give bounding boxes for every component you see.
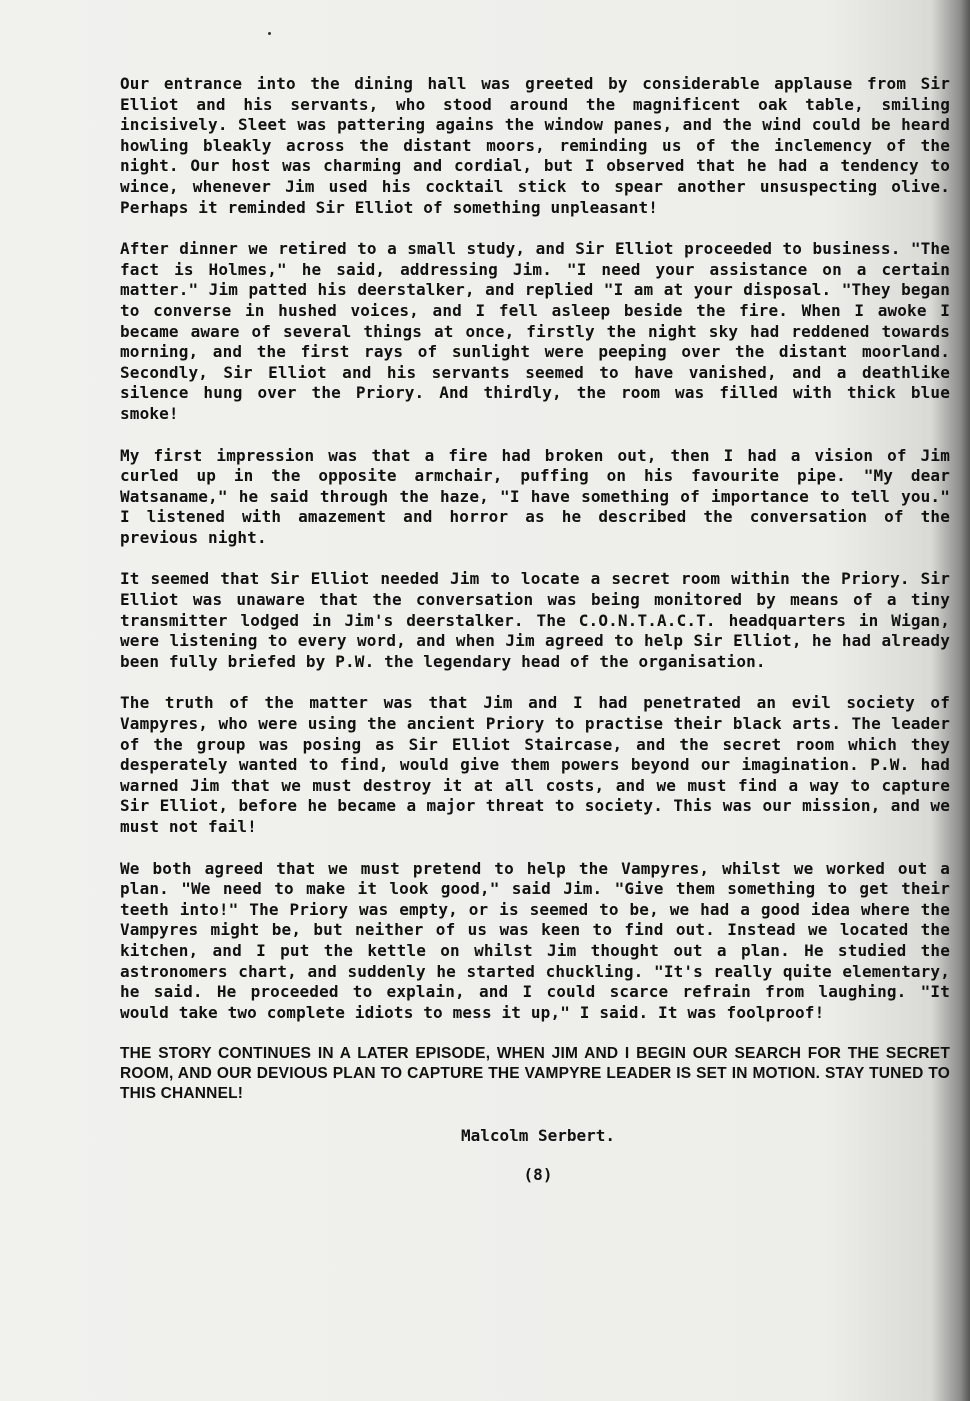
closing-note: THE STORY CONTINUES IN A LATER EPISODE, WHEN JIM AND I BEGIN OUR SEARCH FOR THE SECRET ROOM, AND OUR DEVIOUS PLAN TO CAPTURE THE VAMPYRE LEADER IS SET IN MOTION. STAY TUNED TO THIS CHANNEL! [120, 1045, 950, 1103]
paragraph-secret-room: It seemed that Sir Elliot needed Jim to locate a secret room within the Priory. Sir Elliot was unaware that the conversation was being monitored by means of a tiny transmitter lodged in Jim's deerstalker. The C.O.N.T.A.C.T. headquarters in Wigan, were listening to every word, and when Jim agreed to help Sir Elliot, he had already been fully briefed by P.W. the legendary head of the organisation. [120, 569, 950, 671]
paragraph-first-impression: My first impression was that a fire had broken out, then I had a vision of Jim curled up in the opposite armchair, puffing on his favourite pipe. "My dear Watsaname," he said through the haze, "I have something of importance to tell you." I listened with amazement and horror as he described the conversation of the previous night. [120, 445, 950, 547]
paragraph-dining-hall: Our entrance into the dining hall was greeted by considerable applause from Sir Elliot and his servants, who stood around the magnificent oak table, smiling incisively. Sleet was pattering agains the window panes, and the wind could be heard howling bleakly across the distant moors, reminding us of the inclemency of the night. Our host was charming and cordial, but I observed that he had a tendency to wince, whenever Jim used his cocktail stick to spear another unsuspecting olive. Perhaps it reminded Sir Elliot of something unpleasant! [120, 74, 950, 217]
page-speck [268, 32, 271, 35]
paragraph-vampyres: The truth of the matter was that Jim and I had penetrated an evil society of Vampyres, who were using the ancient Priory to practise their black arts. The leader of the group was posing as Sir Elliot Staircase, and the secret room which they desperately wanted to find, would give them powers beyond our imagination. P.W. had warned Jim that we must destroy it at all costs, and we must find a way to capture Sir Elliot, before he became a major threat to society. This was our mission, and we must not fail! [120, 693, 950, 836]
article-body [120, 74, 950, 1184]
page-number: (8) [523, 1165, 553, 1185]
paragraph-study: After dinner we retired to a small study, and Sir Elliot proceeded to business. "The fact is Holmes," he said, addressing Jim. "I need your assistance on a certain matter." Jim patted his deerstalker, and replied "I am at your disposal. "They began to converse in hushed voices, and I fell asleep beside the fire. When I awoke I became aware of several things at once, firstly the night sky had reddened towards morning, and the first rays of sunlight were peeping over the distant moorland. Secondly, Sir Elliot and his servants seemed to have vanished, and a deathlike silence hung over the Priory. And thirdly, the room was filled with thick blue smoke! [120, 239, 950, 423]
author-signature: Malcolm Serbert. [460, 1126, 616, 1146]
paragraph-plan: We both agreed that we must pretend to help the Vampyres, whilst we worked out a plan. "We need to make it look good," said Jim. "Give them something to get their teeth into!" The Priory was empty, or is seemed to be, we had a good idea where the Vampyres might be, but neither of us was keen to find out. Instead we located the kitchen, and I put the kettle on whilst Jim thought out a plan. He studied the astronomers chart, and suddenly he started chuckling. "It's really quite elementary, he said. He proceeded to explain, and I could scarce refrain from laughing. "It would take two complete idiots to mess it up," I said. It was foolproof! [120, 858, 950, 1022]
